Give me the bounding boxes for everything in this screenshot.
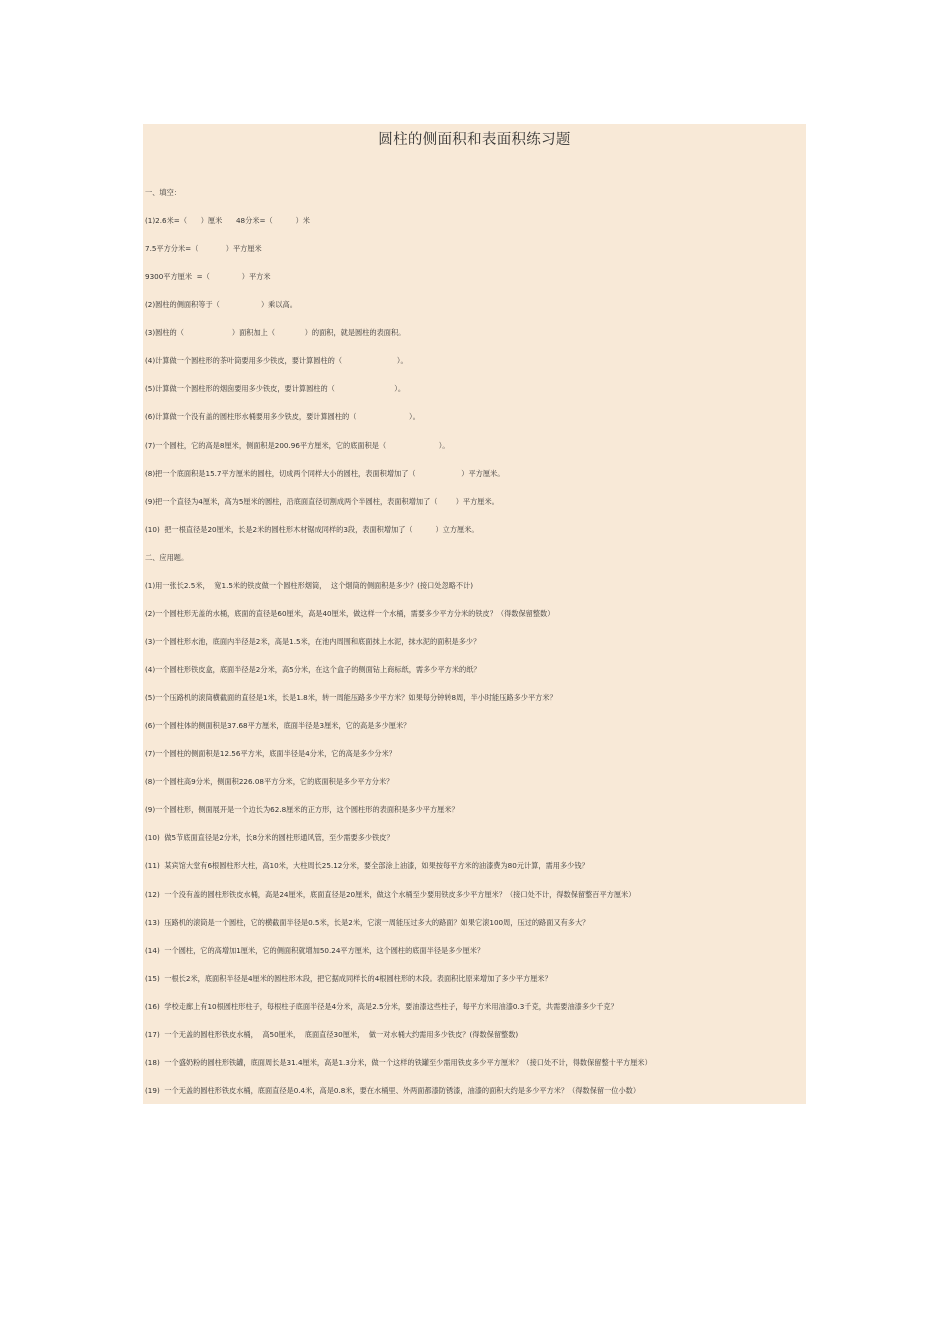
worksheet-line: (9)把一个直径为4厘米，高为5厘米的圆柱，沿底面直径切割成两个半圆柱，表面积增加了（ ）平方厘米。	[145, 496, 499, 506]
worksheet-line: (8)一个圆柱高9分米，侧面积226.08平方分米，它的底面积是多少平方分米？	[145, 777, 394, 787]
worksheet-line: (6)一个圆柱体的侧面积是37.68平方厘米，底面半径是3厘米，它的高是多少厘米？	[145, 721, 411, 731]
worksheet-line: (4)计算做一个圆柱形的茶叶筒要用多少铁皮，要计算圆柱的（ ）。	[145, 356, 408, 366]
worksheet-line: (5)计算做一个圆柱形的烟囱要用多少铁皮，要计算圆柱的（ ）。	[145, 384, 406, 394]
worksheet-line: (8)把一个底面积是15.7平方厘米的圆柱，切成两个同样大小的圆柱，表面积增加了（ ）平方厘米。	[145, 468, 505, 478]
worksheet-line: 一、填空：	[145, 188, 181, 197]
worksheet-line: (14) 一个圆柱，它的高增加1厘米，它的侧面积就增加50.24平方厘米，这个圆柱的底面半径是多少厘米？	[145, 945, 485, 955]
worksheet-line: (15) 一根长2米，底面积半径是4厘米的圆柱形木段，把它据成同样长的4根圆柱形的木段。表面积比原来增加了多少平方厘米？	[145, 973, 552, 983]
worksheet-line: (1)用一张长2.5米， 宽1.5米的铁皮做一个圆柱形烟筒， 这个烟筒的侧面积是多少？(接口处忽略不计)	[145, 580, 474, 590]
worksheet-line: (18) 一个盛奶粉的圆柱形铁罐，底面周长是31.4厘米，高是1.3分米，做一个这样的铁罐至少需用铁皮多少平方厘米？（接口处不计，得数保留整十平方厘米）	[145, 1057, 652, 1067]
worksheet-line: (12) 一个没有盖的圆柱形铁皮水桶，高是24厘米，底面直径是20厘米，做这个水桶至少要用铁皮多少平方厘米？（接口处不计，得数保留整百平方厘米）	[145, 889, 636, 899]
worksheet-line: 7.5平方分米=（ ）平方厘米	[145, 244, 262, 254]
worksheet-line: (3)一个圆柱形水池，底面内半径是2米，高是1.5米，在池内周围和底面抹上水泥，抹水泥的面积是多少？	[145, 636, 481, 646]
worksheet-line: (11) 某宾馆大堂有6根圆柱形大柱，高10米，大柱周长25.12分米，要全部涂上油漆，如果按每平方米的油漆费为80元计算，需用多少钱？	[145, 861, 589, 871]
worksheet-line: (7)一个圆柱，它的高是8厘米，侧面积是200.96平方厘米，它的底面积是（ ）。	[145, 440, 450, 450]
worksheet-line: (19) 一个无盖的圆柱形铁皮水桶，底面直径是0.4米，高是0.8米，要在水桶里、外两面都漆防锈漆，油漆的面积大约是多少平方米？（得数保留一位小数）	[145, 1085, 641, 1095]
worksheet-line: 二、应用题。	[145, 552, 189, 562]
worksheet-line: (5)一个压路机的滚筒横截面的直径是1米，长是1.8米，转一周能压路多少平方米？如果每分钟转8周，半小时能压路多少平方米？	[145, 693, 557, 703]
worksheet-line: (2)圆柱的侧面积等于（ ）乘以高。	[145, 300, 297, 310]
worksheet-line: (17) 一个无盖的圆柱形铁皮水桶， 高50厘米， 底面直径30厘米， 做一对水桶大约需用多少铁皮？(得数保留整数)	[145, 1029, 519, 1039]
worksheet-line: (6)计算做一个没有盖的圆柱形水桶要用多少铁皮，要计算圆柱的（ ）。	[145, 412, 420, 422]
worksheet-line: (16) 学校走廊上有10根圆柱形柱子，每根柱子底面半径是4分米，高是2.5分米，要油漆这些柱子，每平方米用油漆0.3千克，共需要油漆多少千克？	[145, 1001, 618, 1011]
worksheet-line: 9300平方厘米 =（ ）平方米	[145, 272, 271, 282]
worksheet-line: (13) 压路机的滚筒是一个圆柱，它的横截面半径是0.5米，长是2米，它滚一周能压过多大的路面？如果它滚100周，压过的路面又有多大？	[145, 917, 590, 927]
worksheet-line: (1)2.6米=（ ）厘米 48分米=（ ）米	[145, 216, 310, 226]
page-title: 圆柱的侧面积和表面积练习题	[378, 132, 571, 148]
worksheet-line: (7)一个圆柱的侧面积是12.56平方米，底面半径是4分米，它的高是多少分米？	[145, 749, 396, 759]
worksheet-line: (10) 做5节底面直径是2分米，长8分米的圆柱形通风管，至少需要多少铁皮？	[145, 833, 394, 843]
worksheet-line: (9)一个圆柱形，侧面展开是一个边长为62.8厘米的正方形，这个圆柱形的表面积是多少平方厘米？	[145, 805, 459, 815]
worksheet-line: (10) 把一根直径是20厘米，长是2米的圆柱形木材锯成同样的3段，表面积增加了（ ）立方厘米。	[145, 524, 479, 534]
worksheet-line: (2)一个圆柱形无盖的水桶，底面的直径是60厘米，高是40厘米，做这样一个水桶，需要多少平方分米的铁皮？（得数保留整数）	[145, 608, 555, 618]
worksheet-page	[143, 124, 806, 1104]
worksheet-line: (3)圆柱的（ ）面积加上（ ）的面积，就是圆柱的表面积。	[145, 328, 406, 338]
worksheet-line: (4)一个圆柱形铁皮盒，底面半径是2分米，高5分米，在这个盒子的侧面钻上商标纸，需多少平方米的纸？	[145, 665, 481, 675]
